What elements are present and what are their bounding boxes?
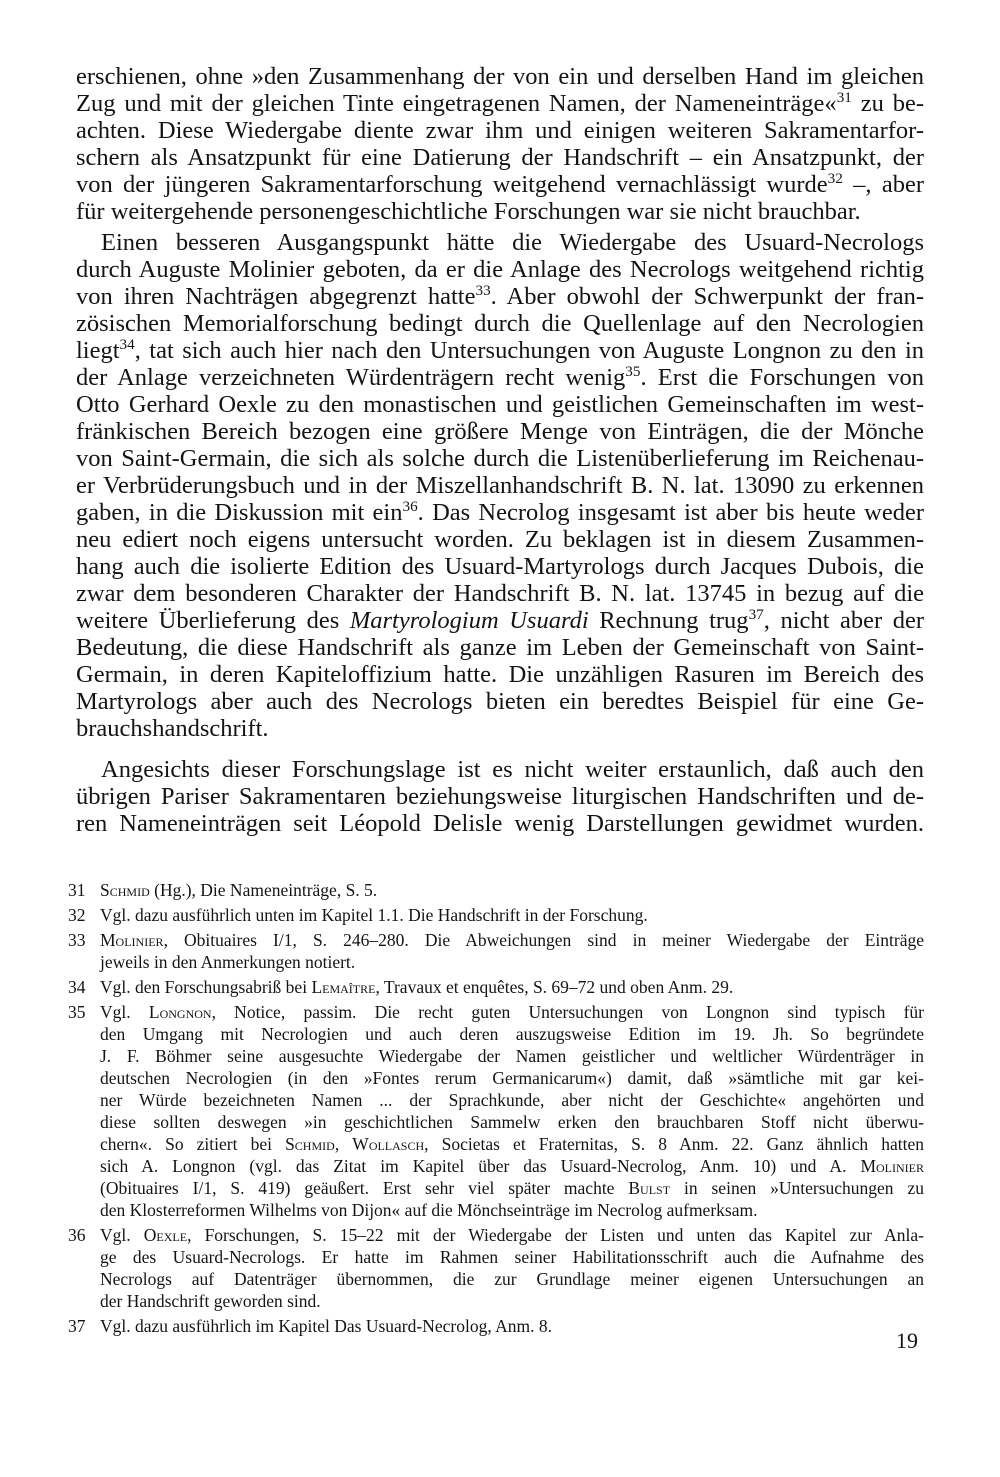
footnote-number: 36: [68, 1225, 86, 1245]
body-line: [76, 497, 925, 526]
text-run: deutschen Necrologien (in den »Fontes rerum Germanicarum«) damit, daß »sämtliche mit gar kei-: [100, 1068, 924, 1088]
footnote-line: [100, 1156, 924, 1176]
footnote-text: [100, 1247, 924, 1267]
body-line: [76, 335, 924, 364]
text-run: schern als Ansatzpunkt für eine Datierung der Handschrift – ein Ansatzpunkt, der: [76, 144, 924, 171]
text-run: den Umgang mit Necrologien und auch deren auszugsweise Edition im 19. Jh. So begründete: [100, 1024, 924, 1044]
text-run: weitere Überlieferung des: [76, 607, 350, 634]
text-run: ,: [334, 1134, 353, 1154]
text-run: Vgl.: [100, 1225, 144, 1245]
author-name: Longnon: [148, 1002, 212, 1022]
footnote-number: 35: [68, 1002, 86, 1022]
text-run: , nicht aber der: [763, 607, 924, 634]
text-run: Germain, in deren Kapiteloffizium hatte. Die unzähligen Rasuren im Bereich des: [76, 661, 924, 688]
text-run: erschienen, ohne »den Zusammenhang der von ein und derselben Hand im gleichen: [76, 63, 924, 90]
text-run: den Klosterreformen Wilhelms von Dijon« auf die Mönchseinträge im Necrolog aufmerksam.: [100, 1200, 758, 1220]
text-run: liegt: [76, 337, 120, 364]
footnote-text: [100, 1269, 924, 1289]
text-run: brauchshandschrift.: [76, 715, 269, 742]
body-line: [76, 716, 269, 742]
text-run: Vgl.: [100, 1002, 149, 1022]
footnote-text: [100, 1200, 757, 1220]
footnote-line: [100, 1178, 924, 1198]
text-run: zwar dem besonderen Charakter der Handschrift B. N. lat. 13745 in bezug auf die: [76, 580, 924, 607]
body-line: [76, 473, 924, 499]
footnote-reference: 31: [836, 88, 852, 106]
footnote-reference: 35: [625, 362, 641, 380]
text-run: von ihren Nachträgen abgegrenzt hatte: [76, 283, 476, 310]
text-run: sich A. Longnon (vgl. das Zitat im Kapitel über das Usuard-Necrolog, Anm. 10) und A.: [100, 1156, 861, 1176]
text-run: übrigen Pariser Sakramentaren beziehungsweise liturgischen Handschriften und de-: [76, 783, 924, 810]
author-name: Bulst: [628, 1178, 671, 1198]
text-run: (Obituaires I/1, S. 419) geäußert. Erst sehr viel später machte: [100, 1178, 629, 1198]
text-run: Martyrologs aber auch des Necrologs bieten ein beredtes Beispiel für eine Ge-: [76, 688, 924, 715]
text-run: der Anlage verzeichneten Würdenträgern recht wenig: [76, 364, 626, 391]
text-run: Necrologs auf Datenträger übernommen, die zur Grundlage meiner eigenen Untersuchungen an: [100, 1269, 924, 1289]
footnote-line: [100, 1112, 924, 1132]
text-run: hang auch die isolierte Edition des Usuard-Martyrologs durch Jacques Dubois, die: [76, 553, 924, 580]
body-line: [76, 257, 924, 283]
text-run: Bedeutung, die diese Handschrift als ganze im Leben der Gemeinschaft von Saint-: [76, 634, 924, 661]
italic-title: Martyrologium Usuardi: [349, 607, 589, 634]
footnote-line: [68, 1225, 925, 1245]
footnote-line: [100, 952, 355, 972]
text-run: ren Nameneinträgen seit Léopold Delisle wenig Darstellungen gewidmet wurden.: [76, 810, 924, 837]
footnote-number: 34: [68, 977, 86, 997]
text-run: ge des Usuard-Necrologs. Er hatte im Rahmen seiner Habilitationsschrift auch die Aufnahme des: [100, 1247, 924, 1267]
text-run: (Hg.), Die Nameneinträge, S. 5.: [149, 880, 378, 900]
footnote-line: [100, 1068, 924, 1088]
footnote-reference: 36: [402, 497, 418, 515]
author-name: Schmid: [285, 1134, 335, 1154]
body-line: [76, 527, 924, 553]
text-run: Vgl. den Forschungsabriß bei: [100, 977, 312, 997]
body-line: [76, 635, 924, 661]
text-run: J. F. Böhmer seine ausgesuchte Wiedergabe der Namen geistlicher und weltlicher Würdenträger in: [100, 1046, 924, 1066]
body-line: [76, 392, 924, 418]
text-run: zösischen Memorialforschung bedingt durch die Quellenlage auf den Necrologien: [76, 310, 924, 337]
body-line: [76, 554, 924, 580]
footnote-text: [100, 1090, 924, 1110]
footnote-text: [100, 1178, 924, 1198]
text-run: , Travaux et enquêtes, S. 69–72 und oben Anm. 29.: [375, 977, 734, 997]
footnote-text: [100, 1024, 924, 1044]
footnote-text: [100, 1046, 924, 1066]
text-run: , Forschungen, S. 15–22 mit der Wiedergabe der Listen und unten das Kapitel zur Anla-: [187, 1225, 925, 1245]
footnote-line: [100, 1291, 321, 1311]
footnote-number: 31: [68, 880, 86, 900]
body-line: [76, 605, 924, 634]
text-run: –, aber: [842, 171, 924, 198]
text-run: Otto Gerhard Oexle zu den monastischen und geistlichen Gemeinschaften im west-: [76, 391, 924, 418]
footnote-text: [100, 1112, 924, 1132]
body-line: [76, 311, 924, 337]
text-run: für weitergehende personengeschichtliche Forschungen war sie nicht brauchbar.: [76, 198, 861, 225]
author-name: Wollasch: [352, 1134, 425, 1154]
body-line: [76, 362, 925, 391]
text-run: . Das Necrolog insgesamt ist aber bis heute weder: [417, 499, 925, 526]
author-name: Lemaître: [311, 977, 376, 997]
page-number: 19: [896, 1328, 918, 1353]
footnote-line: [100, 1247, 924, 1267]
body-line: [76, 811, 924, 837]
footnote-number: 37: [68, 1316, 86, 1336]
footnote-line: [100, 1134, 924, 1154]
text-run: , Obituaires I/1, S. 246–280. Die Abweichungen sind in meiner Wiedergabe der Einträge: [163, 930, 924, 950]
body-line: [76, 446, 924, 472]
footnote-text: [100, 952, 355, 972]
text-run: der Handschrift geworden sind.: [100, 1291, 321, 1311]
footnote-line: [68, 880, 378, 900]
text-run: neu ediert noch eigens untersucht worden. Zu beklagen ist in diesem Zusammen-: [76, 526, 924, 553]
footnote-text: [100, 1225, 924, 1245]
footnote-reference: 33: [475, 281, 491, 299]
footnote-line: [100, 1200, 757, 1220]
body-line: [76, 662, 924, 688]
body-line: [76, 784, 924, 810]
body-line: [76, 199, 861, 225]
text-run: fränkischen Bereich bezogen eine größere Menge von Einträgen, die der Mönche: [76, 418, 924, 445]
text-run: , tat sich auch hier nach den Untersuchungen von Auguste Longnon zu den in: [134, 337, 924, 364]
text-run: Vgl. dazu ausführlich unten im Kapitel 1.1. Die Handschrift in der Forschung.: [100, 905, 648, 925]
body-line: [76, 145, 924, 171]
author-name: Oexle: [143, 1225, 188, 1245]
text-run: Angesichts dieser Forschungslage ist es nicht weiter erstaunlich, daß auch den: [101, 756, 924, 783]
footnote-text: [100, 905, 648, 925]
footnote-text: [100, 1002, 924, 1022]
footnote-text: [100, 1316, 552, 1336]
body-line: [76, 419, 924, 445]
footnote-text: [100, 1156, 924, 1176]
body-line: [76, 581, 924, 607]
text-run: von der jüngeren Sakramentarforschung weitgehend vernachlässigt wurde: [76, 171, 828, 198]
footnote-text: [100, 930, 924, 950]
body-line: [76, 689, 924, 715]
text-run: ner Würde bezeichneten Namen ... der Sprachkunde, aber nicht der Geschichte« angehörten und: [100, 1090, 924, 1110]
footnote-line: [68, 930, 924, 950]
footnote-text: [100, 1291, 321, 1311]
body-line: [76, 88, 924, 117]
text-run: . Erst die Forschungen von: [640, 364, 925, 391]
text-run: chern«. So zitiert bei: [100, 1134, 286, 1154]
footnote-text: [100, 1068, 924, 1088]
text-run: er Verbrüderungsbuch und in der Miszellanhandschrift B. N. lat. 13090 zu erkennen: [76, 472, 924, 499]
body-line: [76, 118, 924, 144]
text-run: in seinen »Untersuchungen zu: [670, 1178, 924, 1198]
footnote-reference: 37: [748, 605, 764, 623]
body-line: [76, 64, 924, 90]
text-run: Vgl. dazu ausführlich im Kapitel Das Usuard-Necrolog, Anm. 8.: [100, 1316, 552, 1336]
footnote-text: [100, 880, 377, 900]
footnote-number: 33: [68, 930, 86, 950]
text-run: , Societas et Fraternitas, S. 8 Anm. 22. Ganz ähnlich hatten: [424, 1134, 925, 1154]
footnote-line: [68, 1316, 552, 1336]
text-run: jeweils in den Anmerkungen notiert.: [100, 952, 356, 972]
footnote-line: [68, 1002, 925, 1022]
text-run: Zug und mit der gleichen Tinte eingetragenen Namen, der Nameneinträge«: [76, 90, 837, 117]
footnote-line: [68, 905, 648, 925]
text-run: , Notice, passim. Die recht guten Untersuchungen von Longnon sind typisch für: [211, 1002, 925, 1022]
author-name: Molinier: [860, 1156, 924, 1176]
text-run: Einen besseren Ausgangspunkt hätte die Wiedergabe des Usuard-Necrologs: [101, 229, 924, 256]
footnote-text: [100, 1134, 924, 1154]
body-line: [101, 230, 924, 256]
author-name: Schmid: [100, 880, 150, 900]
body-line: [101, 757, 924, 783]
footnote-line: [100, 1269, 924, 1289]
text-run: Rechnung trug: [588, 607, 749, 634]
footnote-line: [100, 1024, 924, 1044]
footnote-line: [100, 1090, 924, 1110]
footnote-line: [68, 977, 734, 997]
body-line: [76, 281, 924, 310]
footnote-line: [100, 1046, 924, 1066]
text-run: . Aber obwohl der Schwerpunkt der fran-: [490, 283, 924, 310]
text-run: gaben, in die Diskussion mit ein: [76, 499, 403, 526]
footnote-reference: 34: [119, 335, 135, 353]
author-name: Molinier: [100, 930, 164, 950]
body-line: [76, 169, 924, 198]
text-run: durch Auguste Molinier geboten, da er die Anlage des Necrologs weitgehend richtig: [76, 256, 924, 283]
text-run: von Saint-Germain, die sich als solche durch die Listenüberlieferung im Reichenau-: [76, 445, 924, 472]
text-run: achten. Diese Wiedergabe diente zwar ihm und einigen weiteren Sakramentarfor-: [76, 117, 924, 144]
footnote-text: [100, 977, 733, 997]
text-run: zu be-: [851, 90, 924, 117]
footnote-reference: 32: [827, 169, 843, 187]
footnote-number: 32: [68, 905, 86, 925]
text-run: diese sollten deswegen »in geschichtlichen Sammelw erken den brauchbaren Stoff nicht überwu-: [100, 1112, 924, 1132]
